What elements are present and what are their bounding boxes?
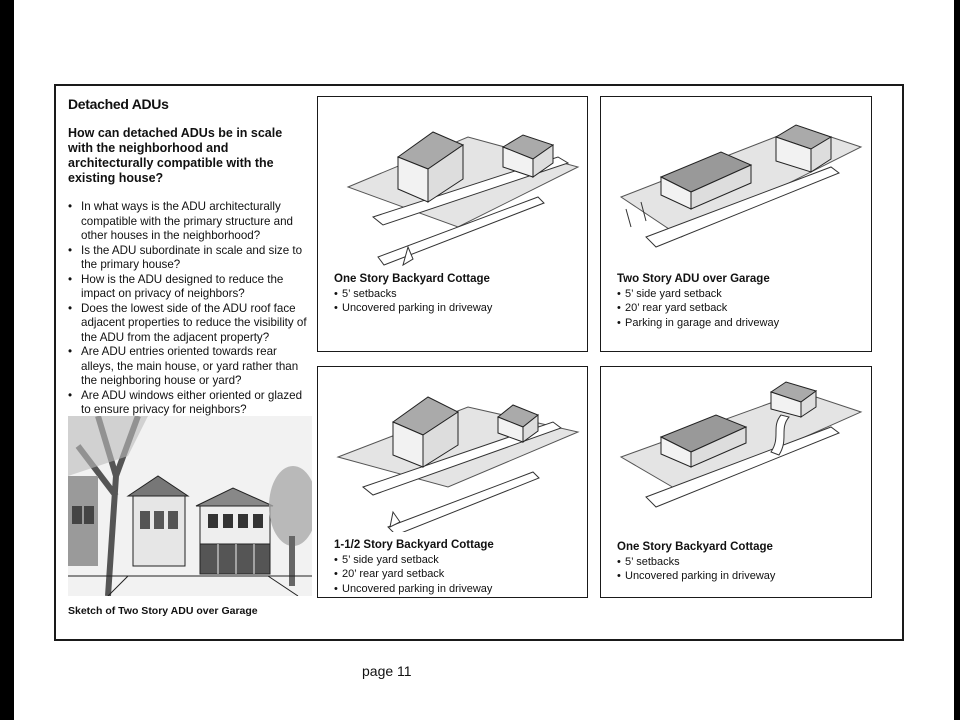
panel-one-story-cottage-2 xyxy=(600,366,872,598)
panel-two-story-adu xyxy=(600,96,872,352)
content-frame xyxy=(54,84,904,641)
question-item: • In what ways is the ADU architecturally compatible with the primary structure and other houses in the neighborhood? xyxy=(68,200,308,244)
sketch-caption: Sketch of Two Story ADU over Garage xyxy=(68,605,258,617)
panel-3-text xyxy=(334,538,494,596)
panel-title: One Story Backyard Cottage xyxy=(617,541,773,553)
panel-title: One Story Backyard Cottage xyxy=(334,273,490,285)
question-item: • Are ADU entries oriented towards rear alleys, the main house, or yard rather than the neighboring house or yard? xyxy=(68,345,308,389)
panel-item: • Uncovered parking in driveway xyxy=(334,301,492,316)
one-half-story-cottage-drawing xyxy=(318,367,589,532)
street-sketch-image xyxy=(68,416,312,596)
panel-item: • 20’ rear yard setback xyxy=(617,301,779,316)
panel-item: • 5’ side yard setback xyxy=(617,287,779,302)
panel-title: 1-1/2 Story Backyard Cottage xyxy=(334,539,494,551)
section-title: Detached ADUs xyxy=(68,96,169,112)
panel-item: • 5’ setbacks xyxy=(334,287,492,302)
panel-one-story-cottage xyxy=(317,96,588,352)
intro-question: How can detached ADUs be in scale with the neighborhood and architecturally compatible with the existing house? xyxy=(68,126,283,185)
two-story-adu-drawing xyxy=(601,97,873,272)
document-page xyxy=(14,0,954,720)
question-item: • Is the ADU subordinate in scale and size to the primary house? xyxy=(68,244,308,273)
one-story-cottage-drawing xyxy=(318,97,589,277)
question-item: • Are ADU windows either oriented or glazed to ensure privacy for neighbors? xyxy=(68,389,308,418)
panel-list xyxy=(617,555,775,584)
panel-4-text xyxy=(617,540,775,584)
panel-item: • 5’ side yard setback xyxy=(334,553,494,568)
question-item: • Does the lowest side of the ADU roof face adjacent properties to reduce the visibility of the ADU from the adjacent property? xyxy=(68,302,308,346)
panel-item: • Parking in garage and driveway xyxy=(617,316,779,331)
panel-1-text xyxy=(334,272,492,316)
panel-item: • 5’ setbacks xyxy=(617,555,775,570)
page-number: page 11 xyxy=(362,663,412,679)
one-story-cottage-2-drawing xyxy=(601,367,873,537)
question-item: • How is the ADU designed to reduce the impact on privacy of neighbors? xyxy=(68,273,308,302)
panel-item: • 20’ rear yard setback xyxy=(334,567,494,582)
panel-item: • Uncovered parking in driveway xyxy=(617,569,775,584)
panel-item: • Uncovered parking in driveway xyxy=(334,582,494,597)
panel-list xyxy=(334,287,492,316)
panel-list xyxy=(334,553,494,597)
intro-column xyxy=(68,96,308,418)
question-list xyxy=(68,200,308,418)
panel-one-half-story-cottage xyxy=(317,366,588,598)
panel-title: Two Story ADU over Garage xyxy=(617,273,770,285)
panel-2-text xyxy=(617,272,779,330)
panel-list xyxy=(617,287,779,331)
